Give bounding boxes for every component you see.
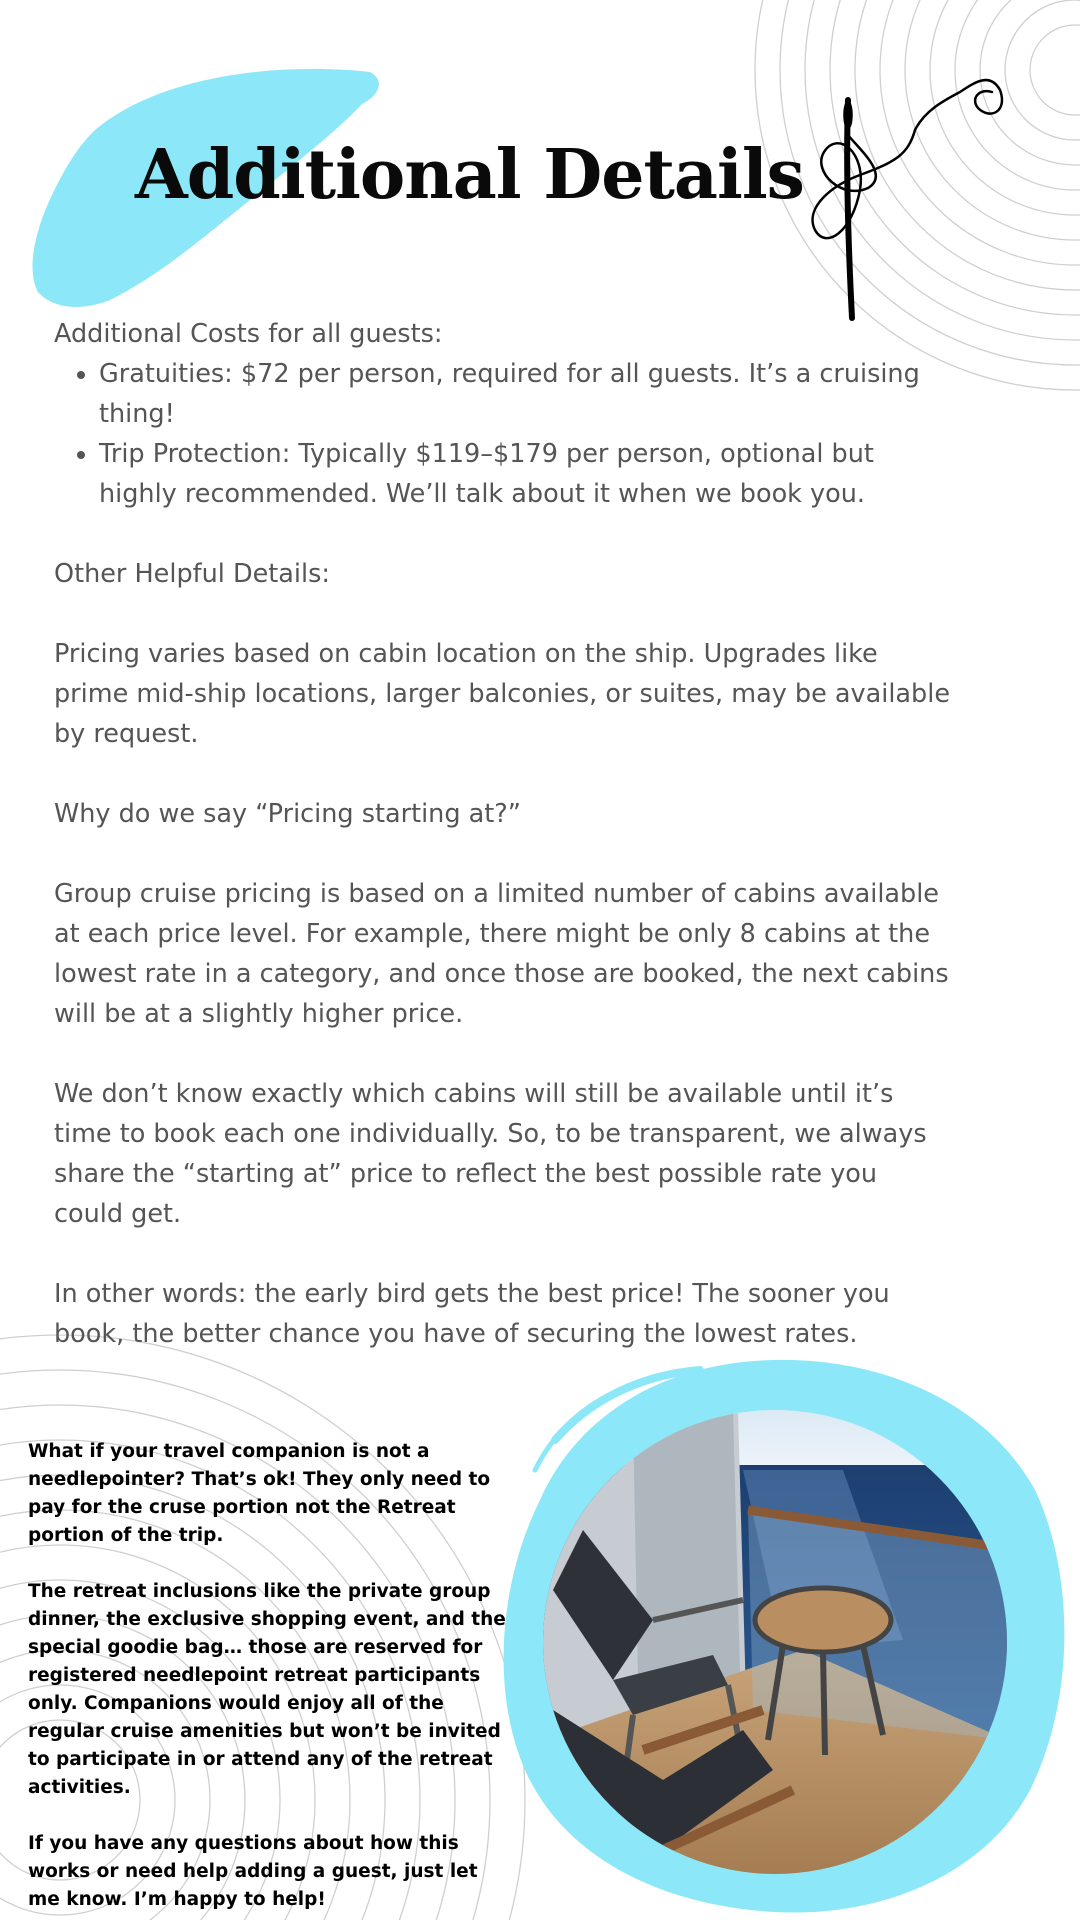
details-content [54,314,954,1394]
balcony-photo [543,1410,1007,1874]
helpful-details-heading: Other Helpful Details: [54,559,330,589]
list-item: • Gratuities: $72 per person, required for all guests. It’s a cruising thing! [99,354,954,434]
contact-paragraph: If you have any questions about how this works or need help adding a guest, just let me know. I’m happy to help! [28,1833,478,1910]
why-pricing-heading: Why do we say “Pricing starting at?” [54,799,522,829]
pricing-paragraph: Pricing varies based on cabin location on the ship. Upgrades like prime mid-ship locations, larger balconies, or suites, may be available by request. [54,639,951,749]
early-bird-paragraph: In other words: the early bird gets the best price! The sooner you book, the better chance you have of securing the lowest rates. [54,1279,890,1349]
list-item: • Trip Protection: Typically $119–$179 per person, optional but highly recommended. We’ll talk about it when we book you. [99,434,954,514]
companion-section [28,1438,508,1914]
balcony-illustration [543,1410,1007,1874]
table-top [755,1588,891,1652]
group-pricing-paragraph: Group cruise pricing is based on a limited number of cabins available at each price level. For example, there might be only 8 cabins at the lowest rate in a category, and once those are booked, the next cabins will be at a slightly higher price. [54,879,949,1029]
retreat-inclusions-paragraph: The retreat inclusions like the private group dinner, the exclusive shopping event, and the special goodie bag… those are reserved for registered needlepoint retreat participants only. Companions would enjoy all of the regular cruise amenities but won’t be invited to participate in or attend any of the retreat activities. [28,1581,506,1798]
additional-costs-heading: Additional Costs for all guests: [54,319,443,349]
page-title: Additional Details [135,135,804,215]
companion-question: What if your travel companion is not a needlepointer? That’s ok! They only need to pay for the cruse portion not the Retreat portion of the trip. [28,1441,491,1546]
transparency-paragraph: We don’t know exactly which cabins will still be available until it’s time to book each one individually. So, to be transparent, we always share the “starting at” price to reflect the best possible rate you could get. [54,1079,927,1229]
additional-costs-list [54,354,954,514]
